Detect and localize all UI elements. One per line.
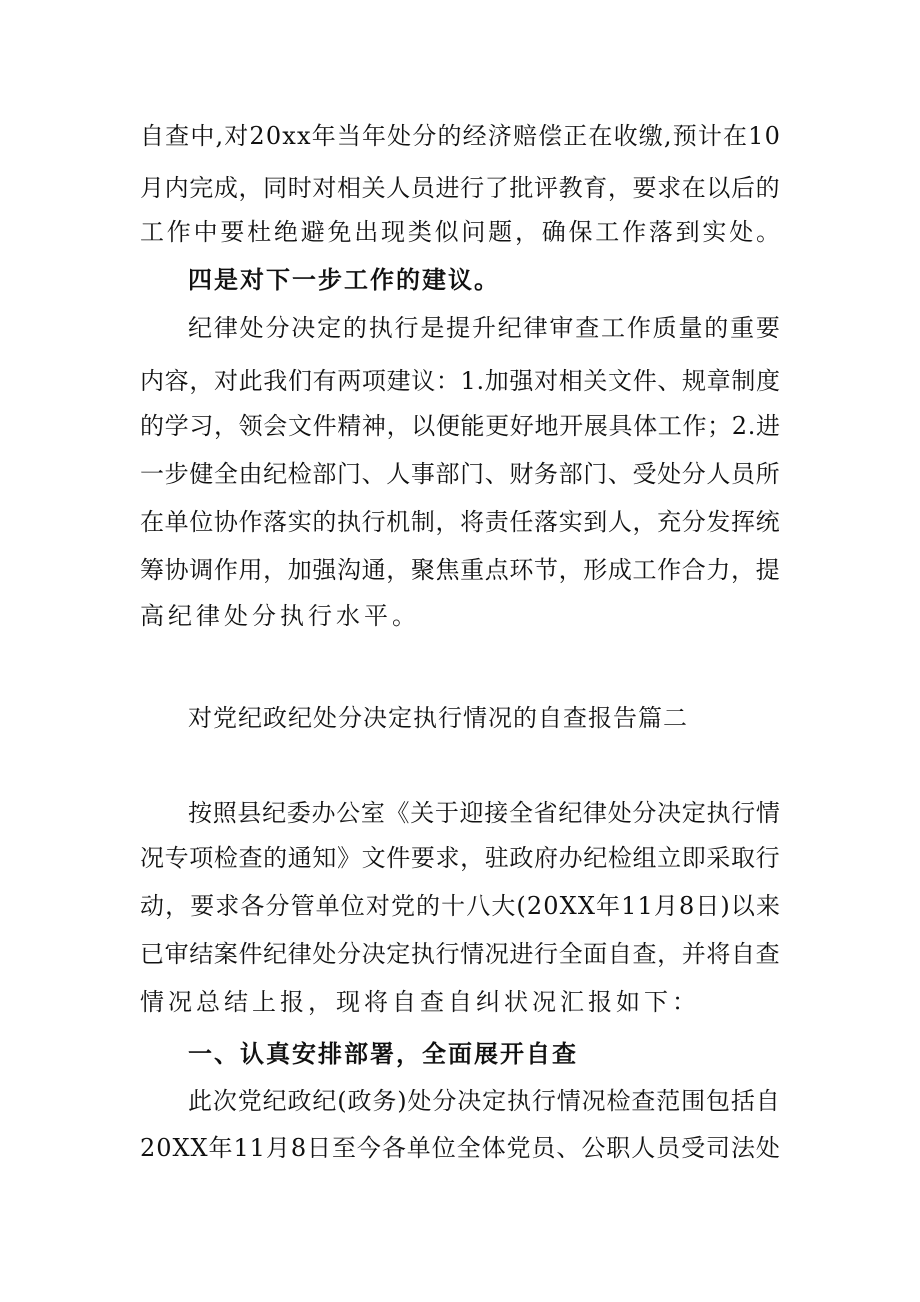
- text-line: 内 容 ， 对 此 我 们 有 两 项 建 议 ： 1 . 加 强 对 相 关 文 件 、 规 章 制 度: [140, 367, 780, 395]
- text-line: 况 专 项 检 查 的 通 知 》 文 件 要 求 ， 驻 政 府 办 纪 检 组 立 即 采 取 行: [140, 844, 780, 872]
- text-line: 工 作 中 要 杜 绝 避 免 出 现 类 似 问 题 ， 确 保 工 作 落 到 实 处 。: [140, 218, 780, 246]
- text-line: 此 次 党 纪 政 纪 ( 政 务 ) 处 分 决 定 执 行 情 况 检 查 范 围 包 括 自: [188, 1087, 780, 1115]
- text-line: 自 查 中 , 对 2 0 x x 年 当 年 处 分 的 经 济 赔 偿 正 在 收 缴 , 预 计 在 1 0: [140, 122, 780, 150]
- section-heading: 四是对下一步工作的建议。: [188, 265, 500, 294]
- text-line: 月 内 完 成 ， 同 时 对 相 关 人 员 进 行 了 批 评 教 育 ， 要 求 在 以 后 的: [140, 174, 780, 202]
- text-line: 的 学 习 ， 领 会 文 件 精 神 ， 以 便 能 更 好 地 开 展 具 体 工 作 ； 2 . 进: [140, 412, 780, 440]
- text-line: 筹 协 调 作 用 ， 加 强 沟 通 ， 聚 焦 重 点 环 节 ， 形 成 工 作 合 力 ， 提: [140, 556, 780, 584]
- text-line: 按 照 县 纪 委 办 公 室 《 关 于 迎 接 全 省 纪 律 处 分 决 定 执 行 情: [188, 799, 780, 827]
- text-line: 在 单 位 协 作 落 实 的 执 行 机 制 ， 将 责 任 落 实 到 人 ， 充 分 发 挥 统: [140, 508, 780, 536]
- text-line: 纪 律 处 分 决 定 的 执 行 是 提 升 纪 律 审 查 工 作 质 量 的 重 要: [188, 314, 780, 342]
- section-title: 对党纪政纪处分决定执行情况的自查报告篇二: [188, 704, 688, 732]
- text-line: 已 审 结 案 件 纪 律 处 分 决 定 执 行 情 况 进 行 全 面 自 查 ， 并 将 自 查: [140, 940, 780, 968]
- section-heading: 一、认真安排部署，全面展开自查: [188, 1039, 578, 1068]
- text-line: 情况总结上报，现将自查自纠状况汇报如下：: [140, 988, 700, 1016]
- text-line: 高纪律处分执行水平。: [140, 602, 420, 630]
- text-line: 动 ， 要 求 各 分 管 单 位 对 党 的 十 八 大 ( 2 0 X X 年 1 1 月 8 日 ) 以 来: [140, 892, 780, 920]
- text-line: 2 0 X X 年 1 1 月 8 日 至 今 各 单 位 全 体 党 员 、 公 职 人 员 受 司 法 处: [140, 1134, 780, 1162]
- text-line: 一 步 健 全 由 纪 检 部 门 、 人 事 部 门 、 财 务 部 门 、 受 处 分 人 员 所: [140, 460, 780, 488]
